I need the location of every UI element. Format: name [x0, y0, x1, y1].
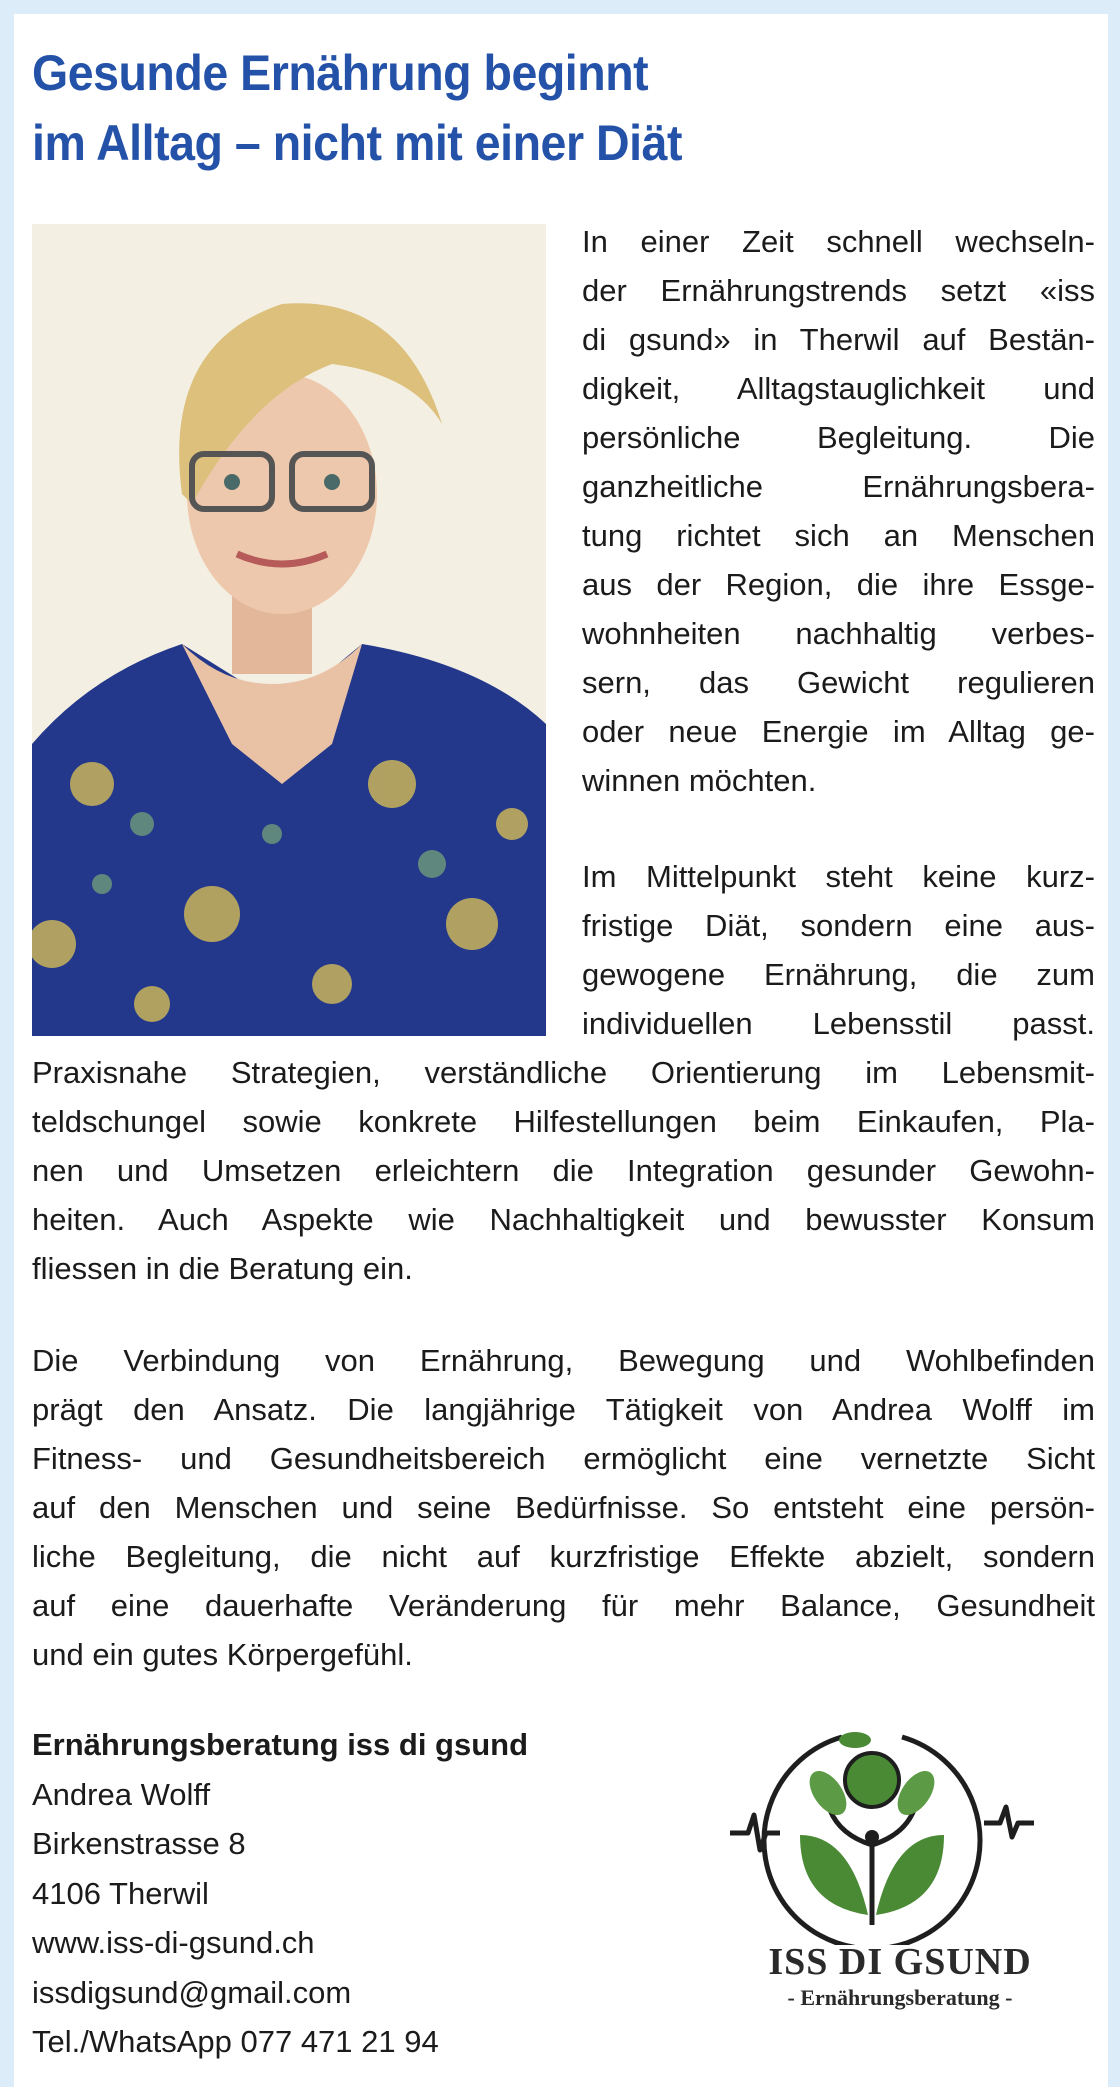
article-line: tung richtet sich an Menschen — [582, 518, 1095, 553]
article-line: In einer Zeit schnell wechseln- — [582, 224, 1095, 259]
article-line: liche Begleitung, die nicht auf kurzfristige Effekte abzielt, sondern — [32, 1539, 1095, 1574]
headline — [32, 38, 682, 178]
article-line: nen und Umsetzen erleichtern die Integration gesunder Gewohn- — [32, 1153, 1095, 1188]
article-line: prägt den Ansatz. Die langjährige Tätigkeit von Andrea Wolff im — [32, 1392, 1095, 1427]
article-line: teldschungel sowie konkrete Hilfestellungen beim Einkaufen, Pla- — [32, 1104, 1095, 1139]
article-line: auf den Menschen und seine Bedürfnisse. So entsteht eine persön- — [32, 1490, 1095, 1525]
article-line: ganzheitliche Ernährungsbera- — [582, 469, 1095, 504]
article-line: heiten. Auch Aspekte wie Nachhaltigkeit und bewusster Konsum — [32, 1202, 1095, 1237]
article-line: Praxisnahe Strategien, verständliche Orientierung im Lebensmit- — [32, 1055, 1095, 1090]
contact-website[interactable]: www.iss-di-gsund.ch — [32, 1925, 315, 1960]
portrait-photo — [32, 224, 546, 1036]
article-line: Die Verbindung von Ernährung, Bewegung und Wohlbefinden — [32, 1343, 1095, 1378]
logo-name: ISS DI GSUND — [768, 1941, 1032, 1983]
article-line: winnen möchten. — [582, 763, 817, 798]
article-line: Im Mittelpunkt steht keine kurz- — [582, 859, 1095, 894]
article-line: di gsund» in Therwil auf Bestän- — [582, 322, 1095, 357]
article-line: oder neue Energie im Alltag ge- — [582, 714, 1095, 749]
article-line: aus der Region, die ihre Essge- — [582, 567, 1095, 602]
article-line: digkeit, Alltagstauglichkeit und — [582, 371, 1095, 406]
contact-email[interactable]: issdigsund@gmail.com — [32, 1975, 352, 2010]
contact-name: Andrea Wolff — [32, 1777, 211, 1812]
article-line: Fitness- und Gesundheitsbereich ermöglicht eine vernetzte Sicht — [32, 1441, 1095, 1476]
article-line: individuellen Lebensstil passt. — [582, 1006, 1095, 1041]
article-line: fliessen in die Beratung ein. — [32, 1251, 413, 1286]
contact-street: Birkenstrasse 8 — [32, 1826, 246, 1861]
article-line: sern, das Gewicht regulieren — [582, 665, 1095, 700]
headline-line-1: Gesunde Ernährung beginnt — [32, 45, 649, 101]
headline-line-2: im Alltag – nicht mit einer Diät — [32, 115, 683, 171]
contact-city: 4106 Therwil — [32, 1876, 209, 1911]
article-line: gewogene Ernährung, die zum — [582, 957, 1095, 992]
logo-emblem-icon — [700, 1725, 1100, 1945]
article-line: auf eine dauerhafte Veränderung für mehr Balance, Gesundheit — [32, 1588, 1095, 1623]
contact-phone: Tel./WhatsApp 077 471 21 94 — [32, 2024, 439, 2059]
logo-subtitle: - Ernährungsberatung - — [787, 1985, 1013, 2010]
article-line: persönliche Begleitung. Die — [582, 420, 1095, 455]
article-line: der Ernährungstrends setzt «iss — [582, 273, 1095, 308]
article-line: wohnheiten nachhaltig verbes- — [582, 616, 1095, 651]
contact-company: Ernährungsberatung iss di gsund — [32, 1727, 529, 1762]
article-line: fristige Diät, sondern eine aus- — [582, 908, 1095, 943]
article-line: und ein gutes Körpergefühl. — [32, 1637, 413, 1672]
